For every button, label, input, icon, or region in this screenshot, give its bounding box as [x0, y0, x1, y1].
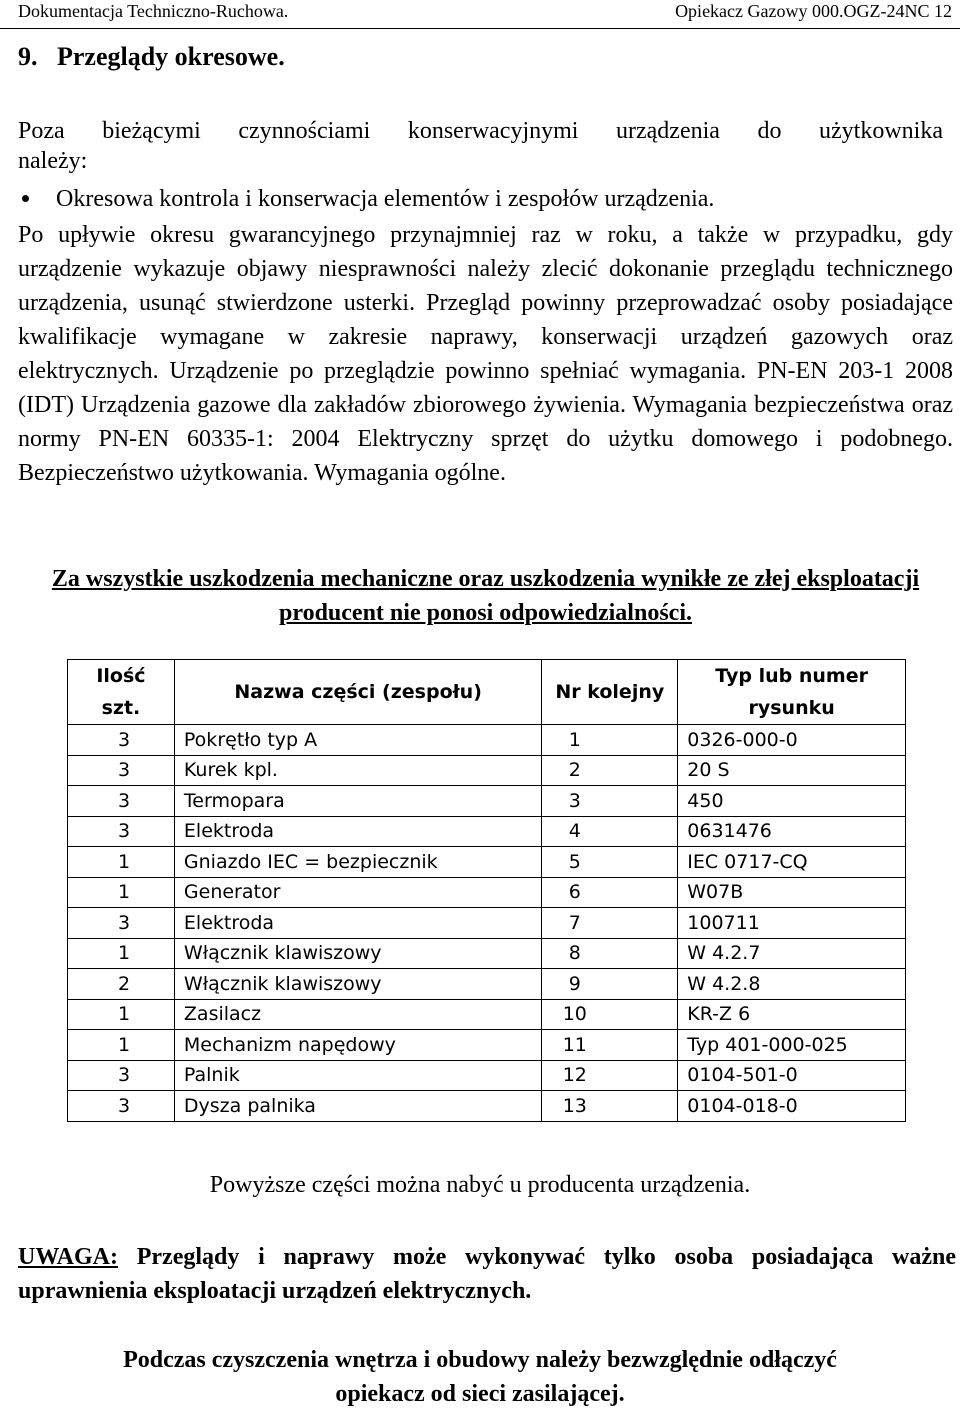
cell-quantity: 3 — [68, 786, 175, 817]
table-row — [68, 1030, 906, 1061]
cell-sequence-number: 12 — [542, 1060, 678, 1091]
disconnect-warning-line-2: opiekacz od sieci zasilającej. — [335, 1381, 625, 1407]
cell-sequence-number: 8 — [542, 938, 678, 969]
cell-type-drawing: 0631476 — [678, 816, 906, 847]
table-row — [68, 755, 906, 786]
table-row — [68, 877, 906, 908]
cell-type-drawing: 0104-501-0 — [678, 1060, 906, 1091]
cell-sequence-number: 9 — [542, 969, 678, 1000]
cell-sequence-number: 5 — [542, 847, 678, 878]
cell-type-drawing: IEC 0717-CQ — [678, 847, 906, 878]
disconnect-warning-line-1: Podczas czyszczenia wnętrza i obudowy należy bezwzględnie odłączyć — [123, 1347, 837, 1373]
cell-part-name: Mechanizm napędowy — [174, 1030, 541, 1061]
header-part-name: Nazwa części (zespołu) — [174, 660, 541, 725]
cell-part-name: Generator — [174, 877, 541, 908]
cell-quantity: 3 — [68, 755, 175, 786]
table-row — [68, 938, 906, 969]
cell-quantity: 3 — [68, 1091, 175, 1122]
parts-table-header-row — [68, 660, 906, 725]
disconnect-warning — [0, 1343, 960, 1411]
cell-type-drawing: Typ 401-000-025 — [678, 1030, 906, 1061]
cell-type-drawing: 450 — [678, 786, 906, 817]
cell-quantity: 1 — [68, 1030, 175, 1061]
cell-sequence-number: 1 — [542, 725, 678, 756]
table-row — [68, 908, 906, 939]
cell-part-name: Zasilacz — [174, 999, 541, 1030]
warning-notice — [18, 1240, 956, 1308]
cell-sequence-number: 3 — [542, 786, 678, 817]
header-document-title: Dokumentacja Techniczno-Ruchowa. — [18, 1, 289, 21]
cell-sequence-number: 11 — [542, 1030, 678, 1061]
cell-type-drawing: W 4.2.7 — [678, 938, 906, 969]
cell-sequence-number: 6 — [542, 877, 678, 908]
bullet-item — [18, 184, 948, 214]
liability-notice: Za wszystkie uszkodzenia mechaniczne oraz uszkodzenia wynikłe ze złej eksploatacji producent nie ponosi odpowiedzialności. — [51, 566, 920, 626]
cell-part-name: Włącznik klawiszowy — [174, 938, 541, 969]
table-row — [68, 999, 906, 1030]
table-row — [68, 1060, 906, 1091]
cell-type-drawing: W07B — [678, 877, 906, 908]
cell-part-name: Termopara — [174, 786, 541, 817]
cell-part-name: Gniazdo IEC = bezpiecznik — [174, 847, 541, 878]
cell-sequence-number: 7 — [542, 908, 678, 939]
cell-quantity: 3 — [68, 725, 175, 756]
header-type-drawing: Typ lub numer rysunku — [678, 660, 906, 725]
cell-quantity: 1 — [68, 999, 175, 1030]
cell-type-drawing: 0326-000-0 — [678, 725, 906, 756]
cell-type-drawing: 20 S — [678, 755, 906, 786]
section-title: 9. Przeglądy okresowe. — [18, 42, 285, 71]
table-row — [68, 969, 906, 1000]
cell-type-drawing: W 4.2.8 — [678, 969, 906, 1000]
table-row — [68, 847, 906, 878]
cell-sequence-number: 2 — [542, 755, 678, 786]
table-row — [68, 816, 906, 847]
cell-type-drawing: KR-Z 6 — [678, 999, 906, 1030]
page-header — [0, 0, 960, 29]
cell-part-name: Kurek kpl. — [174, 755, 541, 786]
cell-type-drawing: 0104-018-0 — [678, 1091, 906, 1122]
cell-quantity: 3 — [68, 1060, 175, 1091]
cell-quantity: 2 — [68, 969, 175, 1000]
cell-type-drawing: 100711 — [678, 908, 906, 939]
cell-quantity: 3 — [68, 816, 175, 847]
inspection-paragraph: Po upływie okresu gwarancyjnego przynajmniej raz w roku, a także w przypadku, gdy urządzenie wykazuje objawy niesprawności należy zlecić dokonanie przeglądu technicznego urządzenia, usunąć stwierdzone usterki. Przegląd powinny przeprowadzać osoby posiadające kwalifikacje wymagane w zakresie naprawy, konserwacji urządzeń gazowych oraz elektrycznych. Urządzenie po przeglądzie powinno spełniać wymagania. PN-EN 203-1 2008 (IDT) Urządzenia gazowe dla zakładów zbiorowego żywienia. Wymagania bezpieczeństwa oraz normy PN-EN 60335-1: 2004 Elektryczny sprzęt do użytku domowego i podobnego. Bezpieczeństwo użytkowania. Wymagania ogólne. — [18, 222, 953, 486]
cell-part-name: Włącznik klawiszowy — [174, 969, 541, 1000]
cell-quantity: 3 — [68, 908, 175, 939]
table-row — [68, 725, 906, 756]
parts-availability-note: Powyższe części można nabyć u producenta urządzenia. — [209, 1172, 751, 1198]
cell-quantity: 1 — [68, 938, 175, 969]
cell-sequence-number: 4 — [542, 816, 678, 847]
parts-table — [67, 659, 906, 1122]
parts-table-body — [68, 725, 906, 1122]
bullet-text: Okresowa kontrola i konserwacja elementów i zespołów urządzenia. — [56, 186, 715, 212]
warning-text: Przeglądy i naprawy może wykonywać tylko osoba posiadająca ważne uprawnienia eksploatacji urządzeń elektrycznych. — [18, 1244, 956, 1304]
cell-quantity: 1 — [68, 877, 175, 908]
cell-part-name: Palnik — [174, 1060, 541, 1091]
cell-part-name: Pokrętło typ A — [174, 725, 541, 756]
intro-line-1: Poza bieżącymi czynnościami konserwacyjnymi urządzenia do użytkownika — [18, 118, 943, 144]
intro-line-2: należy: — [18, 148, 88, 174]
cell-quantity: 1 — [68, 847, 175, 878]
header-quantity: Ilość szt. — [68, 660, 175, 725]
header-sequence-number: Nr kolejny — [542, 660, 678, 725]
table-row — [68, 1091, 906, 1122]
table-row — [68, 786, 906, 817]
cell-sequence-number: 10 — [542, 999, 678, 1030]
warning-label: UWAGA: — [18, 1244, 118, 1270]
cell-sequence-number: 13 — [542, 1091, 678, 1122]
cell-part-name: Elektroda — [174, 908, 541, 939]
cell-part-name: Dysza palnika — [174, 1091, 541, 1122]
cell-part-name: Elektroda — [174, 816, 541, 847]
bullet-dot-icon — [22, 195, 29, 202]
header-product-page: Opiekacz Gazowy 000.OGZ-24NC 12 — [675, 1, 952, 21]
